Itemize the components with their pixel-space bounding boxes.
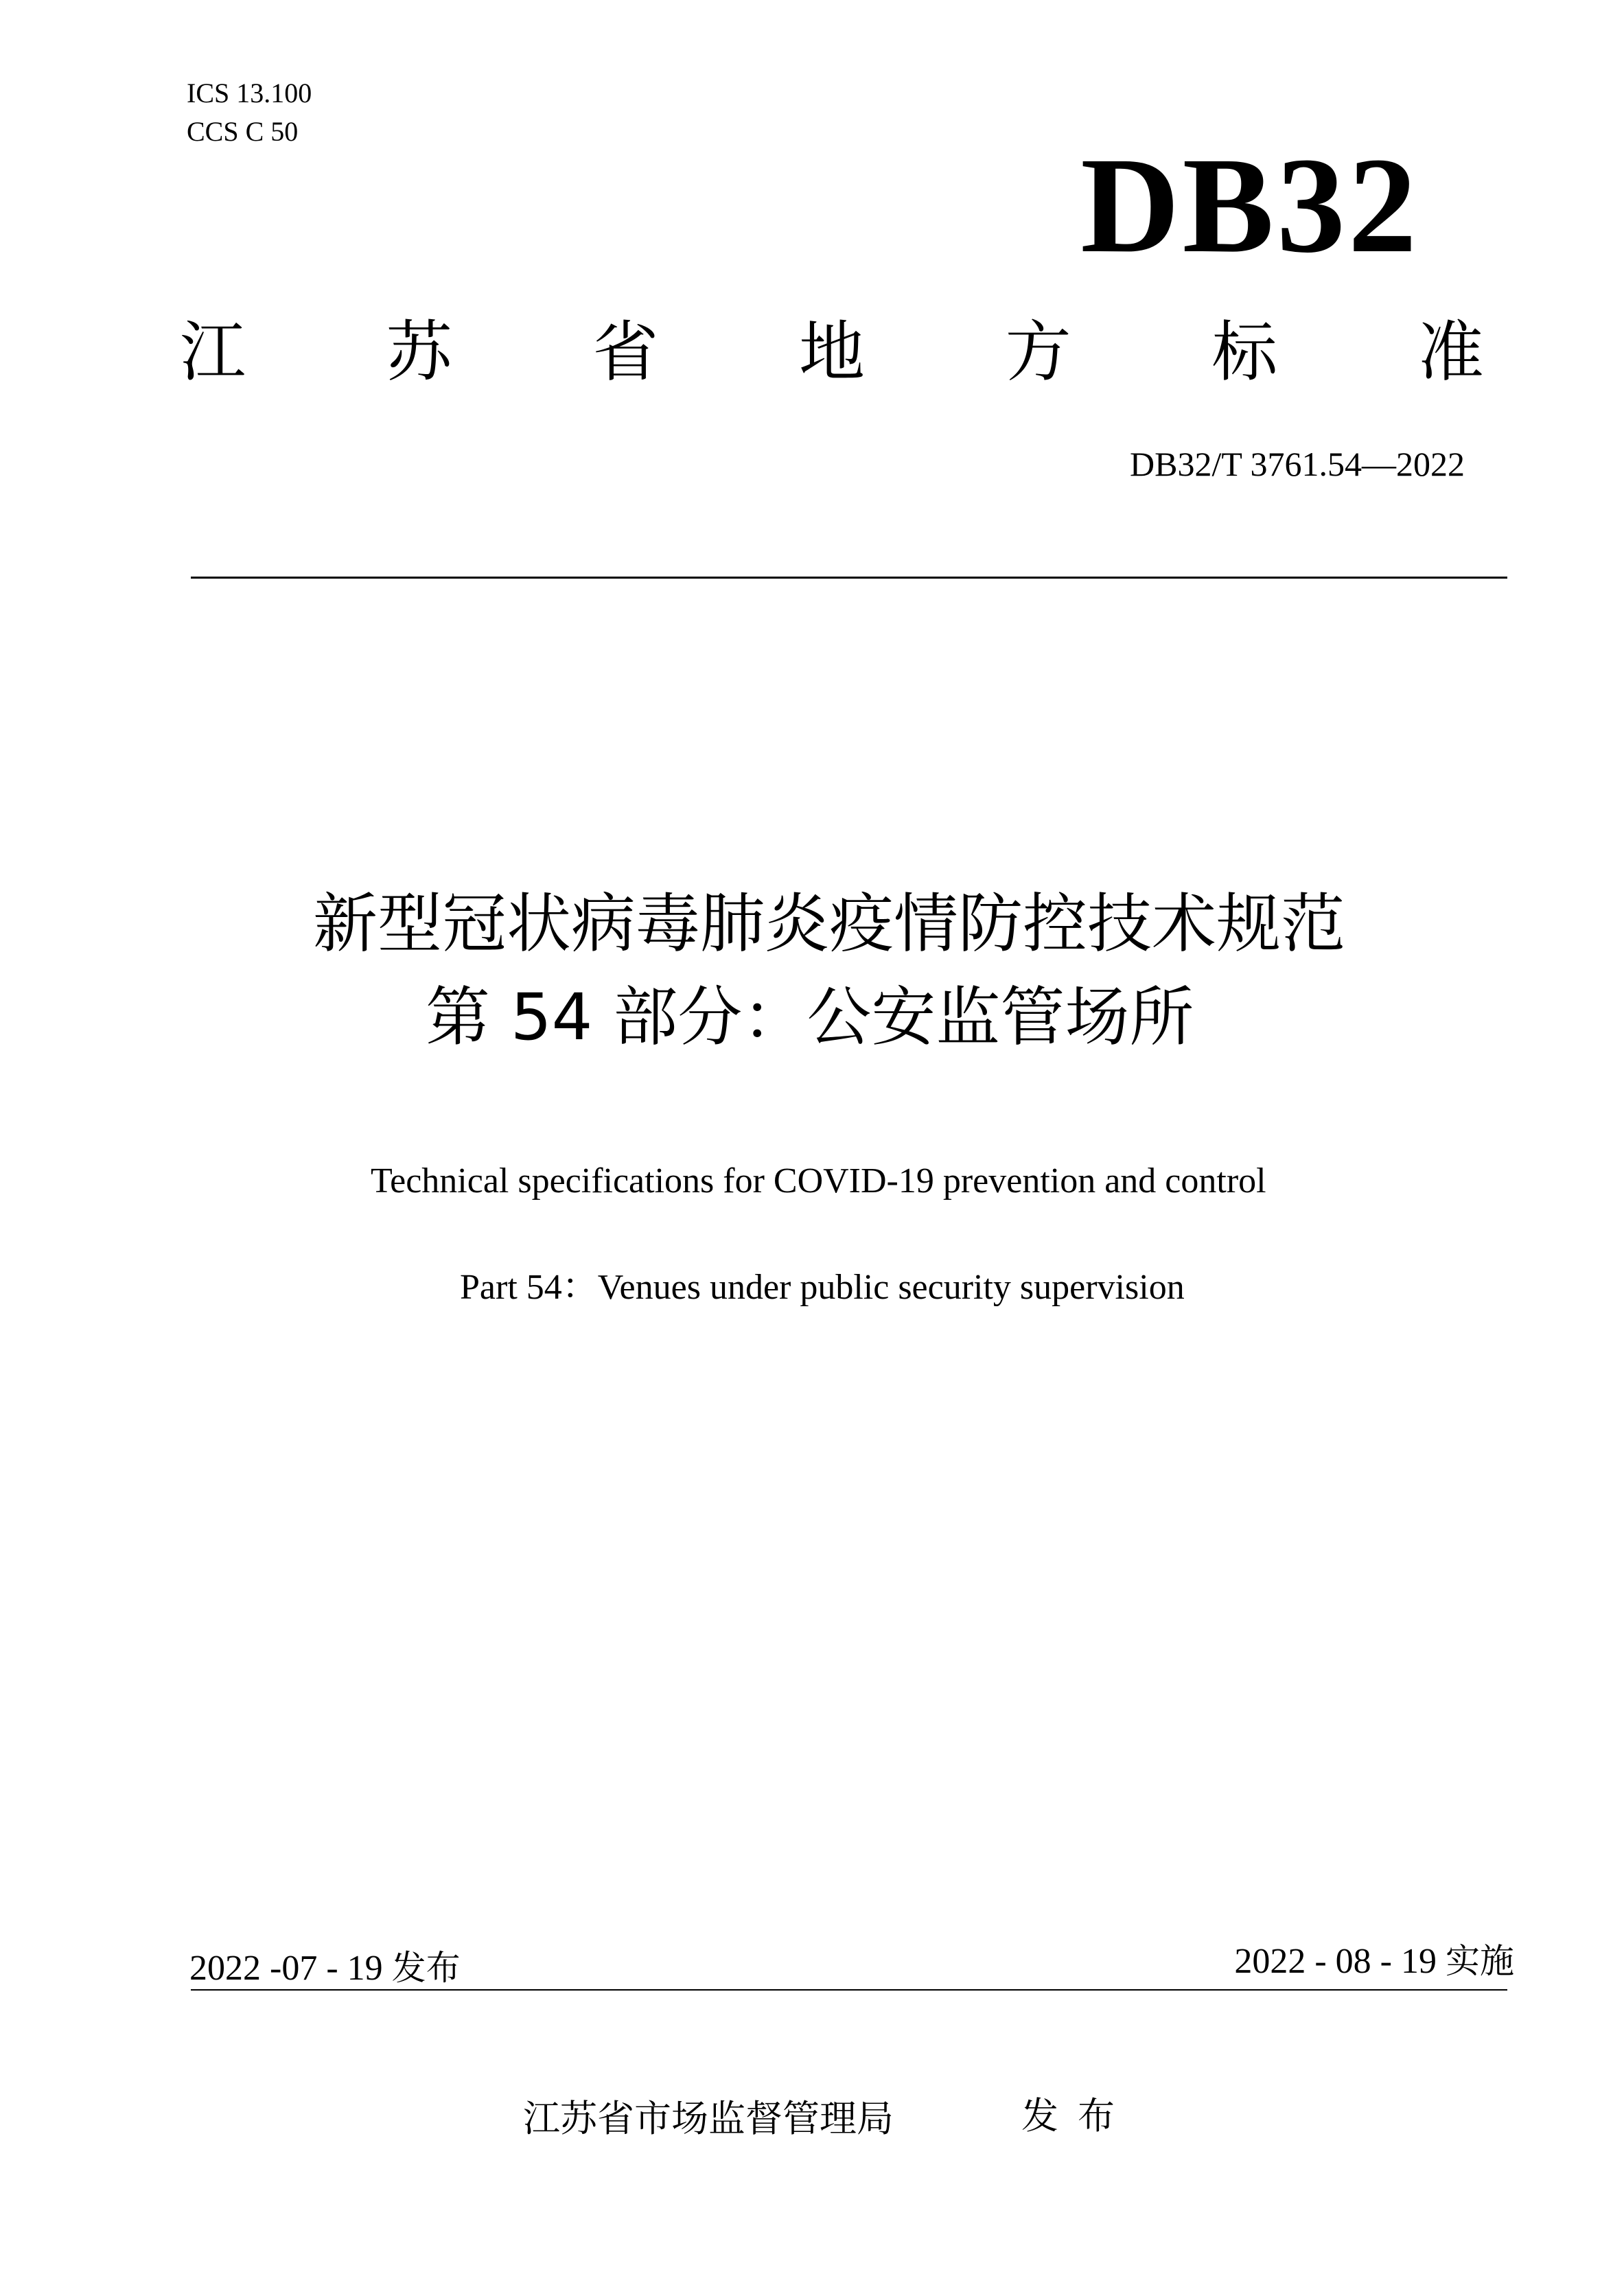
issue-date-value: 2022 -07 - 19 <box>189 1949 383 1988</box>
bottom-divider <box>191 1989 1507 1991</box>
publisher-name: 江苏省市场监督管理局 <box>523 2097 894 2140</box>
ccs-code: CCS C 50 <box>187 116 299 147</box>
effective-date <box>1234 1940 1514 1983</box>
standard-type <box>180 314 1484 390</box>
standard-type-char: 标 <box>1211 314 1278 391</box>
title-chinese-line1: 新型冠状病毒肺炎疫情防控技术规范 <box>313 887 1346 962</box>
standard-number: DB32/T 3761.54—2022 <box>1130 445 1465 483</box>
standard-code-logo: DB32 <box>1080 130 1419 281</box>
ics-code: ICS 13.100 <box>187 78 312 108</box>
top-divider <box>191 577 1507 579</box>
effective-date-value: 2022 - 08 - 19 <box>1234 1942 1437 1981</box>
standard-type-char: 省 <box>592 314 659 391</box>
issue-label: 发布 <box>391 1948 461 1988</box>
title-chinese-line2: 第 54 部分：公安监管场所 <box>426 980 1194 1055</box>
issue-date <box>189 1947 461 1990</box>
standard-type-char: 准 <box>1417 314 1484 391</box>
standard-type-char: 方 <box>1005 314 1071 391</box>
effective-label: 实施 <box>1446 1941 1514 1981</box>
title-english-line2: Part 54：Venues under public security supervision <box>460 1268 1185 1307</box>
standard-type-char: 地 <box>798 314 865 391</box>
standard-type-char: 江 <box>180 314 246 391</box>
standard-type-char: 苏 <box>386 314 452 391</box>
title-english-line1: Technical specifications for COVID-19 prevention and control <box>371 1161 1266 1201</box>
publish-label: 发布 <box>1021 2094 1134 2137</box>
